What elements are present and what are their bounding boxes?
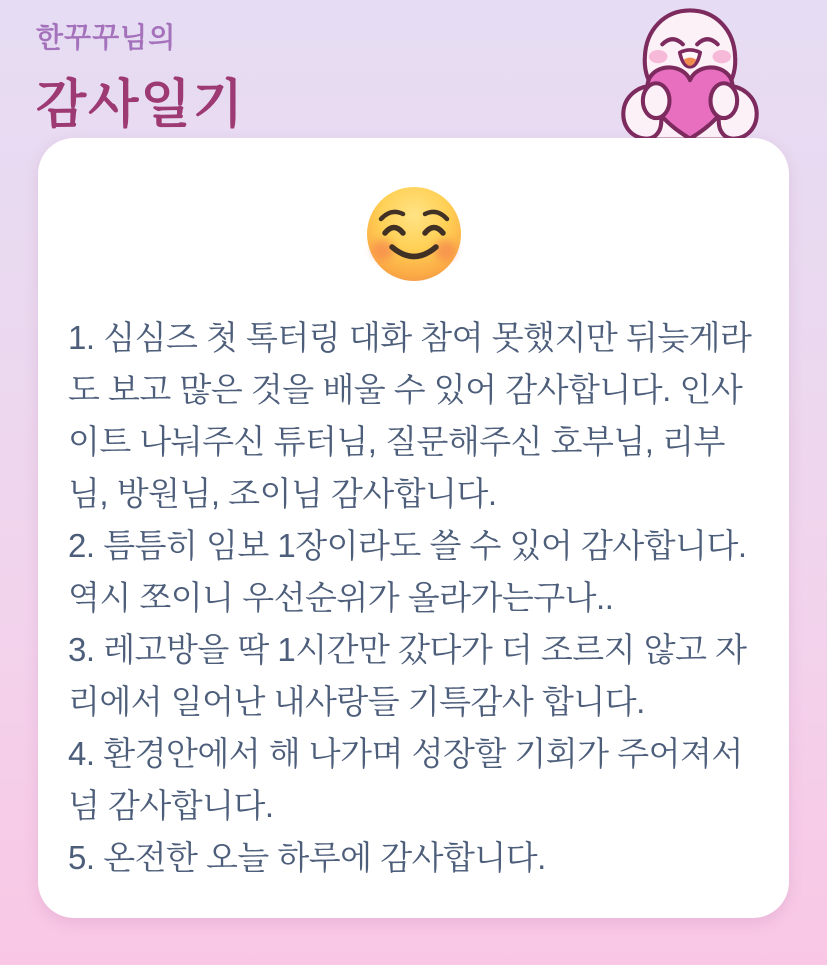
smiling-face-emoji bbox=[364, 184, 464, 284]
header bbox=[36, 16, 245, 137]
diary-entry-3: 3. 레고방을 딱 1시간만 갔다가 더 조르지 않고 자리에서 일어난 내사랑들 기특감사 합니다. bbox=[68, 631, 747, 720]
diary-entry-2: 2. 틈틈히 임보 1장이라도 쓸 수 있어 감사합니다. 역시 쪼이니 우선순위가 올라가는구나.. bbox=[68, 527, 747, 616]
diary-entry-4: 4. 환경안에서 해 나가며 성장할 기회가 주어져서 넘 감사합니다. bbox=[68, 735, 743, 824]
diary-entry-5: 5. 온전한 오늘 하루에 감사합니다. bbox=[68, 839, 546, 876]
diary-entry-1: 1. 심심즈 첫 톡터링 대화 참여 못했지만 뒤늦게라도 보고 많은 것을 배울 수 있어 감사합니다. 인사이트 나눠주신 튜터님, 질문해주신 호부님, 리부님, 방원님, 조이님 감사합니다. bbox=[68, 319, 752, 512]
diary-owner-label: 한꾸꾸님의 bbox=[36, 22, 177, 53]
diary-entries bbox=[68, 312, 759, 884]
diary-card bbox=[38, 138, 789, 918]
diary-title: 감사일기 bbox=[36, 76, 245, 134]
heart-hug-mascot-illustration bbox=[608, 6, 772, 140]
